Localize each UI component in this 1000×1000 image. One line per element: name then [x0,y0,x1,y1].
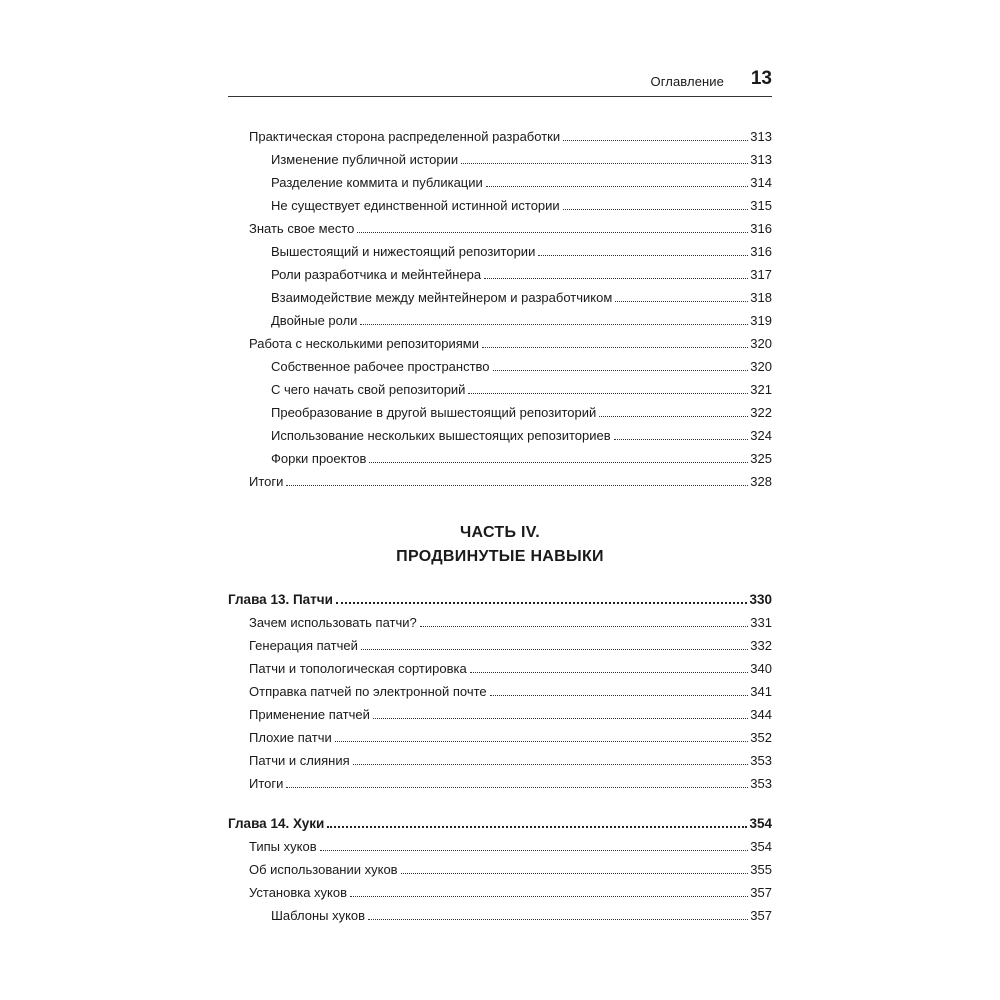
toc-entry-page: 314 [750,175,772,190]
toc-entry-title: Применение патчей [249,707,370,722]
dot-leader [420,626,749,627]
dot-leader [286,485,748,486]
chapter-page: 330 [749,592,772,607]
dot-leader [490,695,749,696]
toc-entry-title: Знать свое место [249,221,355,236]
running-header [228,66,772,97]
toc-entry[interactable] [249,217,772,237]
page-number: 13 [750,68,772,89]
dot-leader [368,919,748,920]
dot-leader [357,232,748,233]
toc-entry[interactable] [249,726,772,746]
dot-leader [486,186,749,187]
toc-entry[interactable] [271,194,772,214]
dot-leader [373,718,748,719]
toc-entry-title: Отправка патчей по электронной почте [249,684,487,699]
toc-entry[interactable] [249,332,772,352]
dot-leader [336,602,748,604]
toc-entry-page: 320 [750,336,772,351]
dot-leader [484,278,748,279]
toc-entry[interactable] [249,749,772,769]
toc-entry[interactable] [271,355,772,375]
dot-leader [563,140,748,141]
toc-entry-page: 357 [750,908,772,923]
dot-leader [538,255,748,256]
toc-entry[interactable] [271,286,772,306]
toc-entry-page: 354 [750,839,772,854]
toc-entry[interactable] [271,240,772,260]
toc-entry-title: Зачем использовать патчи? [249,615,417,630]
toc-entry-title: Патчи и слияния [249,753,350,768]
toc-entry-page: 352 [750,730,772,745]
toc-entry[interactable] [271,148,772,168]
toc-entry-page: 328 [750,474,772,489]
toc-entry-title: Вышестоящий и нижестоящий репозитории [271,244,536,259]
toc-entry[interactable] [249,634,772,654]
chapter-entry[interactable] [228,588,772,608]
dot-leader [360,324,748,325]
toc-entry[interactable] [249,657,772,677]
dot-leader [361,649,748,650]
toc-entry[interactable] [249,835,772,855]
toc-entry[interactable] [249,881,772,901]
toc-entry[interactable] [271,171,772,191]
dot-leader [286,787,748,788]
toc-entry-page: 331 [750,615,772,630]
toc-entry[interactable] [271,447,772,467]
toc-entry-page: 321 [750,382,772,397]
toc-entry[interactable] [271,424,772,444]
dot-leader [320,850,749,851]
toc-entry-page: 340 [750,661,772,676]
toc-entry[interactable] [271,378,772,398]
toc-entry-page: 318 [750,290,772,305]
dot-leader [369,462,748,463]
toc-entry-page: 353 [750,776,772,791]
toc-entry-title: Взаимодействие между мейнтейнером и разработчиком [271,290,613,305]
toc-entry-page: 317 [750,267,772,282]
dot-leader [470,672,749,673]
toc-entry-title: Использование нескольких вышестоящих репозиториев [271,428,611,443]
toc-entry-title: Практическая сторона распределенной разработки [249,129,561,144]
toc-entry-page: 324 [750,428,772,443]
dot-leader [461,163,748,164]
header-title: Оглавление [650,74,724,89]
toc-entry[interactable] [249,858,772,878]
toc-entry[interactable] [249,680,772,700]
toc-entry-title: Не существует единственной истинной истории [271,198,560,213]
toc-entry-title: Работа с несколькими репозиториями [249,336,480,351]
toc-entry-title: Собственное рабочее пространство [271,359,490,374]
toc-entry-title: Типы хуков [249,839,317,854]
toc-entry-title: Генерация патчей [249,638,358,653]
toc-entry[interactable] [271,904,772,924]
toc-entry-title: Роли разработчика и мейнтейнера [271,267,482,282]
toc-entry-page: 315 [750,198,772,213]
dot-leader [615,301,748,302]
dot-leader [350,896,748,897]
toc-entry[interactable] [271,401,772,421]
toc-entry-page: 319 [750,313,772,328]
dot-leader [599,416,748,417]
dot-leader [563,209,749,210]
toc-entry-title: Итоги [249,474,284,489]
toc-entry[interactable] [271,263,772,283]
dot-leader [401,873,749,874]
toc-entry-page: 332 [750,638,772,653]
toc-entry[interactable] [249,611,772,631]
toc-entry[interactable] [249,703,772,723]
chapter-title: Глава 13. Патчи [228,592,333,607]
toc-entry-title: Патчи и топологическая сортировка [249,661,467,676]
toc-entry[interactable] [249,470,772,490]
toc-entry-page: 313 [750,152,772,167]
dot-leader [493,370,749,371]
dot-leader [468,393,748,394]
toc-entry-page: 344 [750,707,772,722]
part-heading-line2: ПРОДВИНУТЫЕ НАВЫКИ [396,548,604,565]
toc-entry-page: 322 [750,405,772,420]
dot-leader [335,741,749,742]
toc-entry-title: Итоги [249,776,284,791]
toc-entry-page: 357 [750,885,772,900]
chapter-entry[interactable] [228,812,772,832]
dot-leader [614,439,749,440]
toc-entry-page: 313 [750,129,772,144]
toc-entry-title: Форки проектов [271,451,367,466]
dot-leader [482,347,748,348]
part-heading-line1: ЧАСТЬ IV. [459,524,541,541]
chapter-page: 354 [749,816,772,831]
toc-entry-page: 355 [750,862,772,877]
toc-entry-page: 353 [750,753,772,768]
toc-entry-title: Изменение публичной истории [271,152,459,167]
toc-entry-page: 325 [750,451,772,466]
toc-entry-title: Разделение коммита и публикации [271,175,483,190]
toc-entry-title: Установка хуков [249,885,348,900]
toc-entry-title: С чего начать свой репозиторий [271,382,466,397]
toc-entry-page: 341 [750,684,772,699]
toc-entry-title: Шаблоны хуков [271,908,366,923]
toc-entry-title: Об использовании хуков [249,862,398,877]
dot-leader [327,826,747,828]
toc-entry-page: 316 [750,244,772,259]
toc-entry[interactable] [249,125,772,145]
toc-entry[interactable] [271,309,772,329]
toc-entry-title: Преобразование в другой вышестоящий репозиторий [271,405,597,420]
toc-entry[interactable] [249,772,772,792]
toc-entry-page: 320 [750,359,772,374]
chapter-title: Глава 14. Хуки [228,816,325,831]
toc-entry-page: 316 [750,221,772,236]
toc-entry-title: Двойные роли [271,313,358,328]
toc-entry-title: Плохие патчи [249,730,332,745]
dot-leader [353,764,749,765]
